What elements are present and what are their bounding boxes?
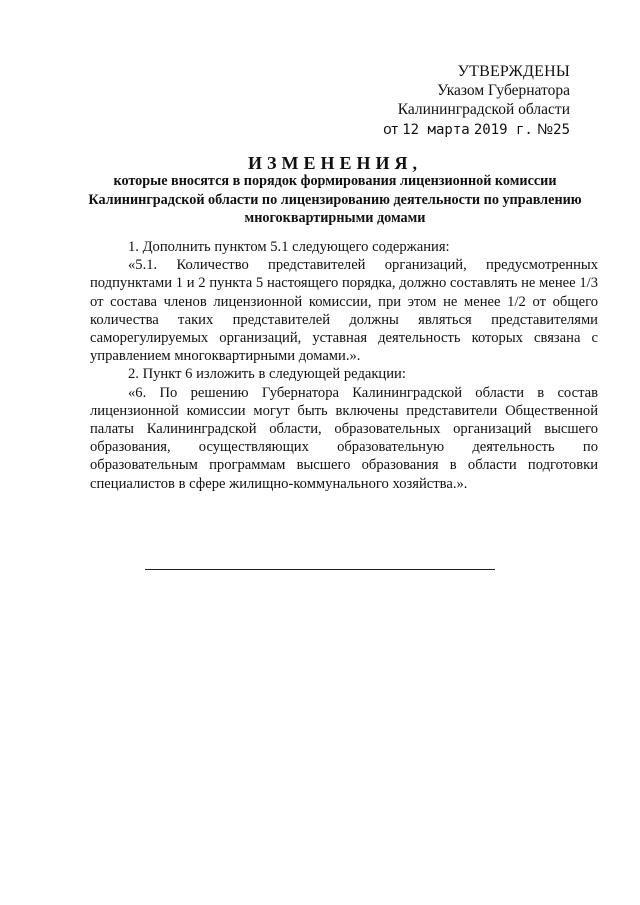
document-title: ИЗМЕНЕНИЯ,: [247, 153, 422, 173]
closing-rule: [145, 569, 495, 570]
approval-region: Калининградской области: [397, 101, 570, 118]
date-prefix: от: [383, 121, 399, 138]
paragraph-item-1: 1. Дополнить пунктом 5.1 следующего содержания:: [128, 239, 450, 255]
approval-heading: УТВЕРЖДЕНЫ: [457, 63, 570, 80]
approval-stamp: [310, 62, 570, 140]
document-subtitle: которые вносятся в порядок формирования лицензионной комиссии Калининградской области по лицензированию деятельности по управлению многоквартирными домами: [88, 173, 582, 226]
document-body: [90, 238, 598, 493]
approval-date-line: [310, 120, 570, 140]
date-handwritten: 12 марта: [402, 122, 470, 138]
paragraph-quote-5-1: «5.1. Количество представителей организаций, предусмотренных подпунктами 1 и 2 пункта 5 настоящего порядка, должно составлять не менее 1/3 от состава членов лицензионной комиссии, при этом не менее 1/2 от общего количества таких представителей должны являться представителями саморегулируемых организаций, уставная деятельность которых связана с управлением многоквартирными домами.».: [90, 257, 598, 365]
date-year: 2019 г.: [473, 122, 533, 138]
number-sign: №: [537, 121, 554, 138]
approval-issuer: Указом Губернатора: [437, 82, 570, 99]
paragraph-quote-6: «6. По решению Губернатора Калининградской области в состав лицензионной комиссии могут быть включены представители Общественной палаты Калининградской области, образовательных организаций высшего образования, осуществляющих образовательную деятельность по образовательным программам высшего образования в области подготовки специалистов в сфере жилищно-коммунального хозяйства.».: [90, 384, 598, 492]
number-handwritten: 25: [553, 122, 570, 138]
paragraph-item-2: 2. Пункт 6 изложить в следующей редакции:: [128, 366, 406, 383]
